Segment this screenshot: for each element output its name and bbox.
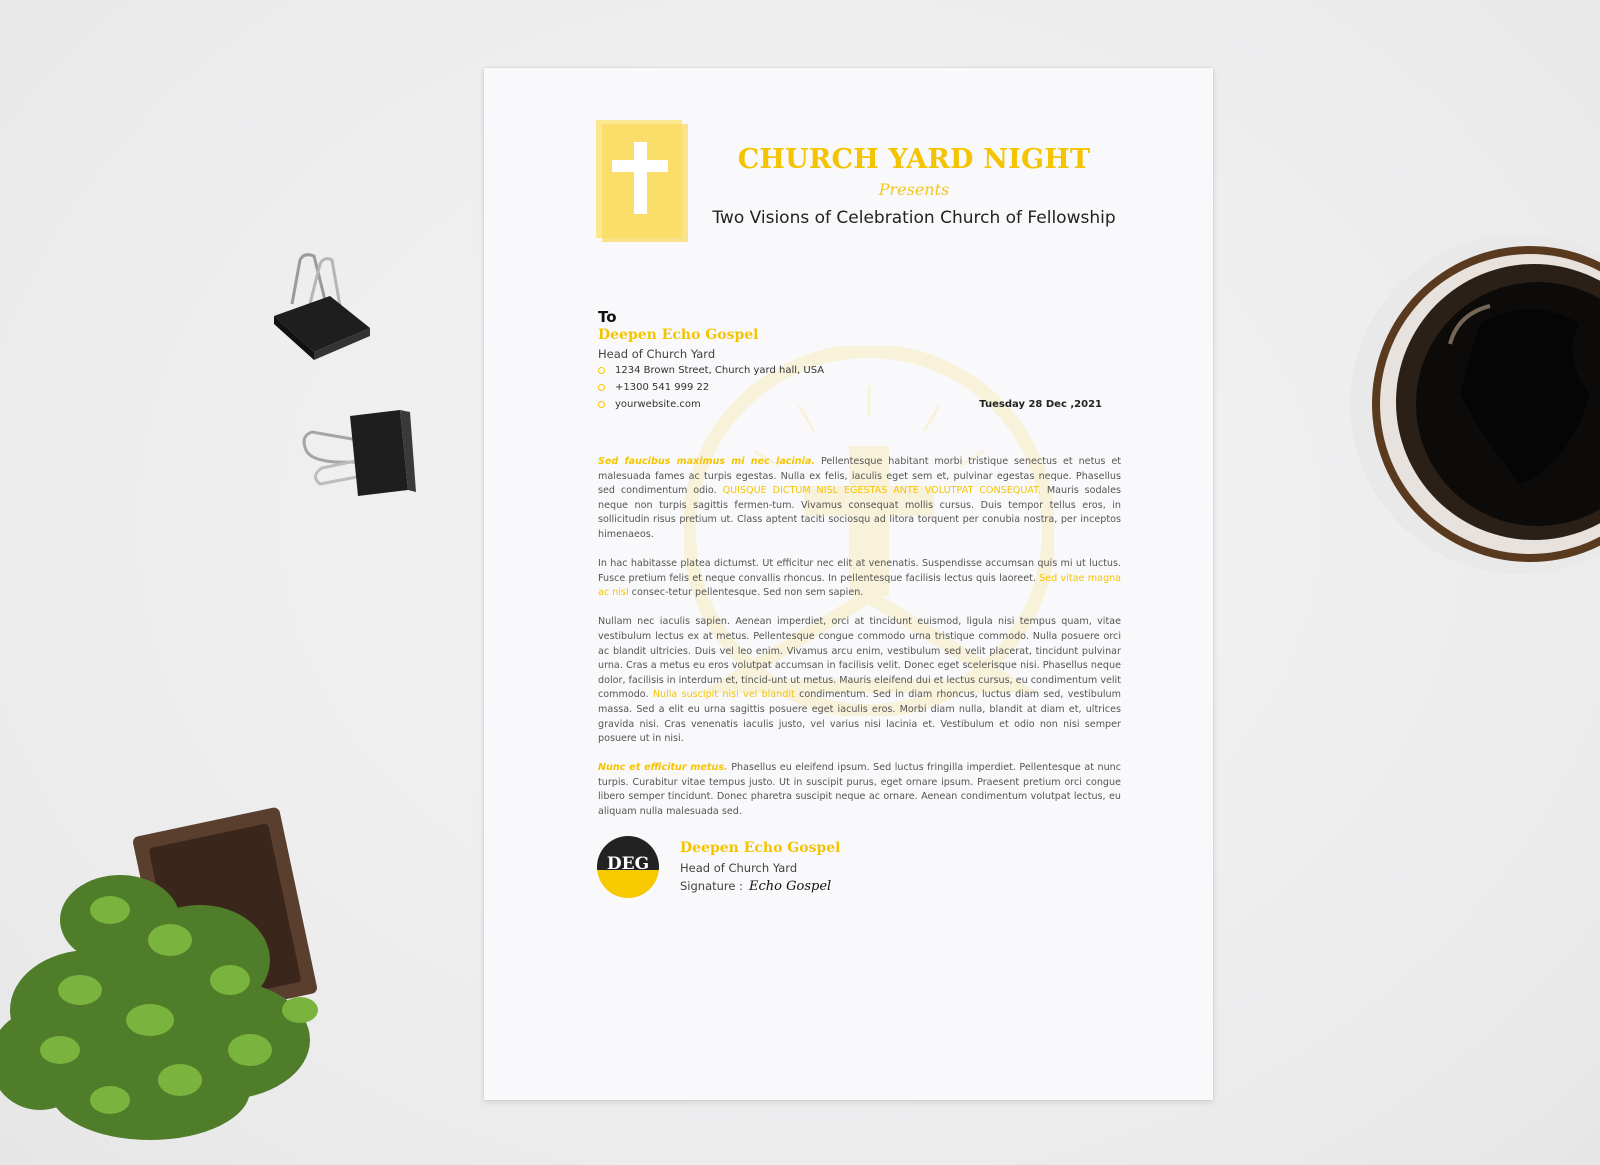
contact-bullet-icon bbox=[598, 401, 605, 408]
paragraph-1 bbox=[598, 455, 1121, 543]
cross-icon bbox=[612, 142, 668, 214]
binder-clip-bottom bbox=[298, 410, 418, 500]
signature-label: Signature : bbox=[680, 879, 744, 893]
contact-website[interactable] bbox=[598, 399, 701, 410]
paragraph-text: Mauris sodales neque non turpis sagittis fermen-tum. Vivamus consequat mollis cursus. Duis tempor tellus eros, in sollicitudin risus pretium ut. Class aptent taciti sociosqu ad litora torquent per conubia nostra, per inceptos himenaeos. bbox=[598, 485, 1121, 540]
paragraph-text: consec-tetur pellentesque. Sed non sem sapien. bbox=[628, 587, 864, 599]
lead-highlight: Nunc et efficitur metus. bbox=[598, 762, 728, 774]
paragraph-text: Pellentesque habitant morbi tristique senectus et netus et malesuada fames ac turpis egestas. Nulla ex felis, iaculis eget sem et, pulvinar egestas neque. Phasellus sed condimentum odio. bbox=[598, 456, 1122, 497]
paragraph-2 bbox=[598, 557, 1121, 601]
badge-initials: DEG bbox=[606, 854, 650, 874]
address-text: 1234 Brown Street, Church yard hall, USA bbox=[615, 365, 825, 376]
contact-bullet-icon bbox=[598, 367, 605, 374]
recipient-name: Deepen Echo Gospel bbox=[598, 327, 759, 343]
presents-label: Presents bbox=[878, 180, 950, 199]
inline-highlight: Nulla suscipit nisi vel blandit bbox=[652, 689, 795, 701]
sender-role: Head of Church Yard bbox=[680, 861, 798, 875]
paragraph-text: Phasellus eu eleifend ipsum. Sed luctus fringilla imperdiet. Pellentesque at nunc turpis. Curabitur vitae tempus justo. Ut in suscipit purus, eget ornare ipsum. Praesent pretium orci congue libero semper tincidunt. Donec pharetra suscipit neque ac ornare. Aenean condimentum volutpat lectus, eu aliquam nulla malesuada sed. bbox=[598, 762, 1122, 817]
paragraph-4 bbox=[598, 761, 1121, 819]
letter-body bbox=[598, 455, 1121, 834]
recipient-role: Head of Church Yard bbox=[598, 347, 716, 361]
signature-line bbox=[680, 879, 831, 894]
paragraph-text: Nullam nec iaculis sapien. Aenean imperdiet, orci at tincidunt euismod, ligula nisi tempus quam, vitae vestibulum lectus ex at metus. Pellentesque congue commodo urna tristique commodo. Nulla posuere orci ac blandit ultricies. Duis vel leo enim. Vivamus arcu enim, vestibulum sed velit placerat, tincidunt pulvinar urna. Cras a metus eu eros volutpat accumsan in facilisis velit. Donec eget scelerisque nisi. Phasellus neque dolor, facilisis in interdum et, tincid-unt ut metus. Mauris eleifend dui et lectus cursus, eu condimentum velit commodo. bbox=[598, 616, 1121, 701]
paragraph-text: condimentum. Sed in diam rhoncus, luctus diam sed, vestibulum massa. Sed a elit eu urna sagittis posuere eget iaculis eros. Morbi diam nulla, blandit at diam et, ultrices gravida nisi. Cras venenatis iaculis justo, vel varius nisi lacinia et. Vestibulum et odio non nisi semper posuere ut in nisi. bbox=[598, 689, 1121, 745]
letterhead-paper bbox=[484, 68, 1213, 1100]
to-label: To bbox=[598, 308, 617, 326]
lead-highlight: Sed faucibus maximus mi nec lacinia. bbox=[598, 456, 816, 467]
paragraph-text: In hac habitasse platea dictumst. Ut efficitur nec elit at venenatis. Suspendisse accumsan quis mi ut luctus. Fusce pretium felis et neque convallis rhoncus. In pellentesque facilisis lectus quis laoreet. bbox=[598, 558, 1121, 584]
initials-badge bbox=[597, 836, 659, 898]
contact-address bbox=[598, 365, 824, 376]
inline-highlight: Sed vitae magna ac nisl bbox=[598, 572, 1121, 599]
phone-text: +1300 541 999 22 bbox=[615, 382, 710, 393]
binder-clip-top bbox=[270, 252, 380, 364]
paragraph-3 bbox=[598, 615, 1121, 746]
caps-highlight: QUISQUE DICTUM NISL EGESTAS ANTE VOLUTPAT CONSEQUAT. bbox=[722, 485, 1041, 497]
potted-plant bbox=[0, 800, 370, 1140]
event-subtitle: Two Visions of Celebration Church of Fellowship bbox=[712, 208, 1116, 228]
website-text[interactable]: yourwebsite.com bbox=[615, 399, 701, 410]
event-title: CHURCH YARD NIGHT bbox=[737, 144, 1091, 175]
contact-bullet-icon bbox=[598, 384, 605, 391]
letter-date: Tuesday 28 Dec ,2021 bbox=[979, 399, 1102, 410]
contact-phone bbox=[598, 382, 709, 393]
sender-name: Deepen Echo Gospel bbox=[680, 840, 841, 856]
signature-script: Echo Gospel bbox=[749, 879, 832, 894]
coffee-cup bbox=[1330, 234, 1600, 594]
